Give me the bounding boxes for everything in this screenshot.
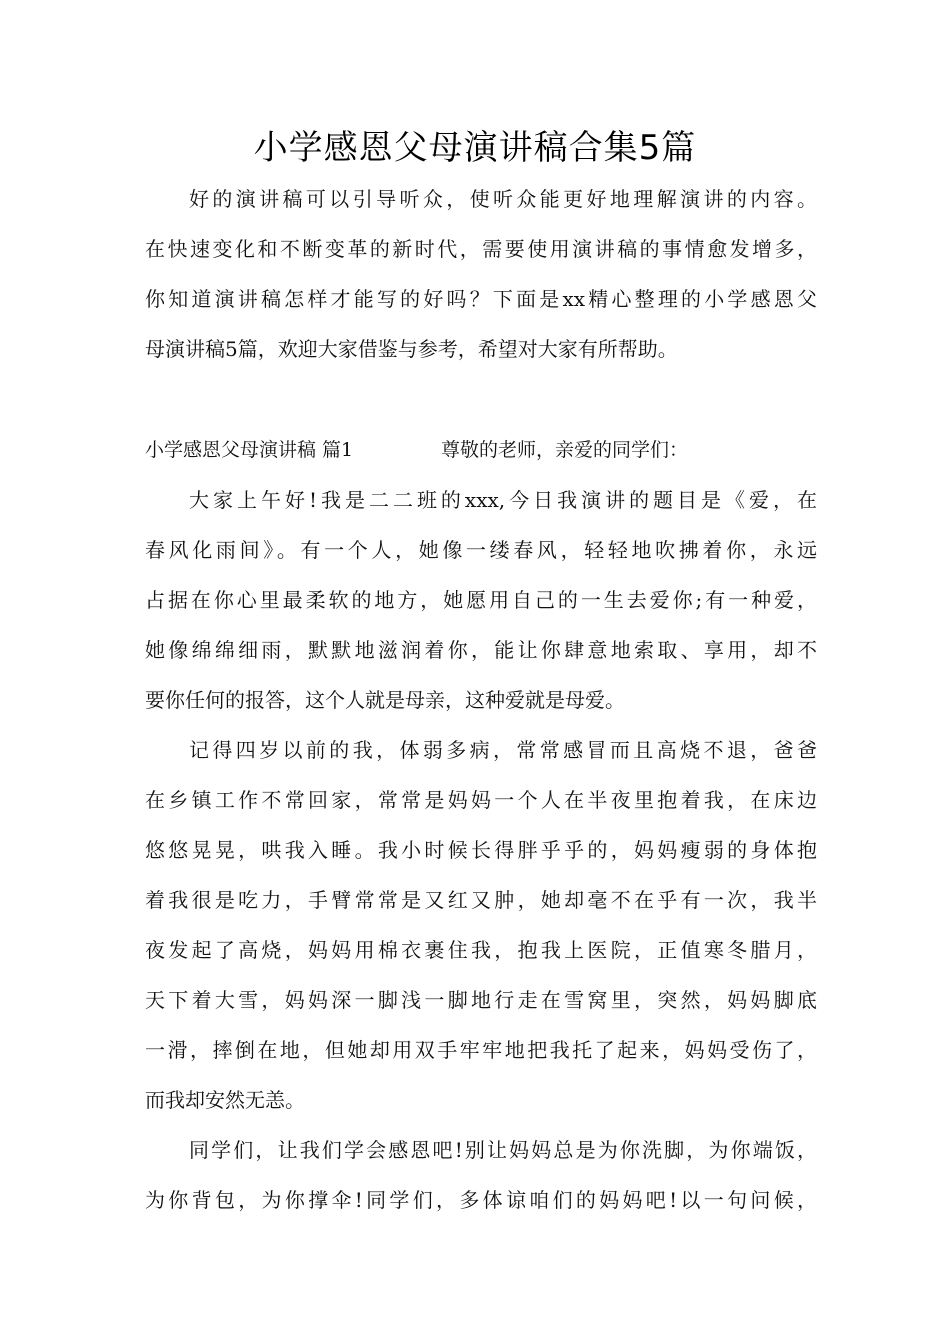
intro-line: 在快速变化和不断变革的新时代，需要使用演讲稿的事情愈发增多，	[145, 237, 817, 261]
section-heading: 小学感恩父母演讲稿 篇1	[145, 439, 354, 461]
paragraph-line: 记得四岁以前的我，体弱多病，常常感冒而且高烧不退，爸爸	[189, 738, 817, 762]
paragraph-line: 悠悠晃晃，哄我入睡。我小时候长得胖乎乎的，妈妈瘦弱的身体抱	[145, 838, 817, 862]
document-title: 小学感恩父母演讲稿合集5篇	[253, 128, 697, 168]
intro-line: 你知道演讲稿怎样才能写的好吗？下面是xx精心整理的小学感恩父	[145, 287, 817, 311]
paragraph-line: 着我很是吃力，手臂常常是又红又肿，她却毫不在乎有一次，我半	[145, 888, 817, 912]
paragraph-line: 为你背包，为你撑伞!同学们，多体谅咱们的妈妈吧!以一句问候，	[145, 1188, 817, 1212]
paragraph-line: 春风化雨间》。有一个人，她像一缕春风，轻轻地吹拂着你，永远	[145, 538, 817, 562]
paragraph-line: 夜发起了高烧，妈妈用棉衣裹住我，抱我上医院，正值寒冬腊月，	[145, 938, 817, 962]
paragraph-line: 她像绵绵细雨，默默地滋润着你，能让你肆意地索取、享用，却不	[145, 638, 817, 662]
paragraph-line: 占据在你心里最柔软的地方，她愿用自己的一生去爱你;有一种爱，	[145, 588, 817, 612]
paragraph-line: 大家上午好!我是二二班的xxx,今日我演讲的题目是《爱，在	[189, 488, 817, 512]
intro-line: 好的演讲稿可以引导听众，使听众能更好地理解演讲的内容。	[189, 187, 817, 211]
greeting: 尊敬的老师，亲爱的同学们：	[441, 439, 689, 461]
paragraph-line: 而我却安然无恙。	[145, 1088, 305, 1112]
paragraph-line: 同学们，让我们学会感恩吧!别让妈妈总是为你洗脚，为你端饭，	[189, 1138, 817, 1162]
intro-line: 母演讲稿5篇，欢迎大家借鉴与参考，希望对大家有所帮助。	[145, 337, 678, 361]
paragraph-line: 天下着大雪，妈妈深一脚浅一脚地行走在雪窝里，突然，妈妈脚底	[145, 988, 817, 1012]
paragraph-line: 在乡镇工作不常回家，常常是妈妈一个人在半夜里抱着我，在床边	[145, 788, 817, 812]
paragraph-line: 要你任何的报答，这个人就是母亲，这种爱就是母爱。	[145, 688, 625, 712]
paragraph-line: 一滑，摔倒在地，但她却用双手牢牢地把我托了起来，妈妈受伤了，	[145, 1038, 817, 1062]
